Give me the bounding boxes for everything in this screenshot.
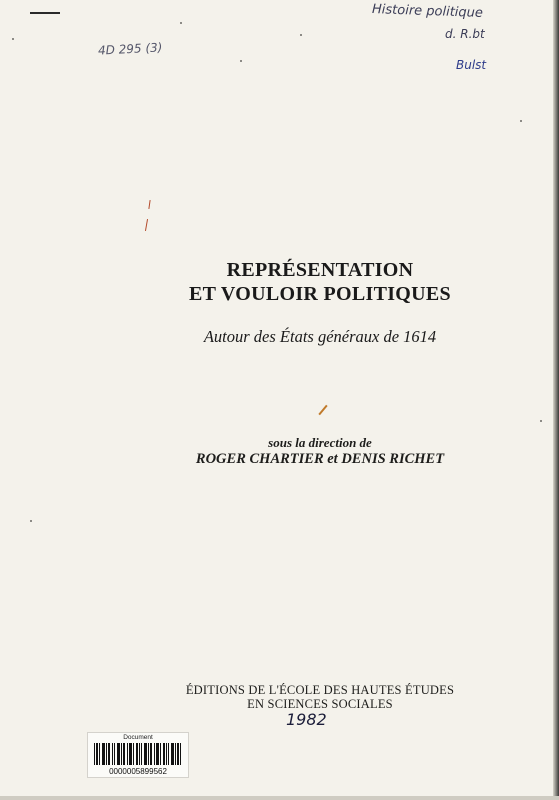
barcode-number: 0000005899562 [109, 767, 167, 776]
page-bottom-edge [0, 796, 559, 800]
paper-speck [540, 420, 542, 422]
title-line-2: ET VOULOIR POLITIQUES [189, 283, 451, 305]
subtitle: Autour des États généraux de 1614 [203, 327, 437, 346]
barcode-icon [94, 743, 182, 765]
paper-speck [30, 520, 32, 522]
authors: ROGER CHARTIER et DENIS RICHET [195, 451, 445, 467]
barcode-label [87, 732, 189, 778]
handwritten-note-third: Bulst [456, 58, 487, 72]
page-edge-shadow [553, 0, 559, 800]
paper-speck [12, 38, 14, 40]
publisher-line-1: ÉDITIONS DE L'ÉCOLE DES HAUTES ÉTUDES [185, 683, 455, 697]
handwritten-note-top: Histoire politique [371, 2, 484, 21]
pencil-tick-mark [148, 200, 150, 209]
paper-speck [520, 120, 522, 122]
top-dash-mark [30, 12, 60, 14]
handwritten-year: 1982 [286, 710, 327, 729]
direction-label: sous la direction de [268, 435, 372, 450]
pencil-mark [318, 405, 327, 415]
handwritten-shelfmark: 4D 295 (3) [97, 40, 163, 58]
title-line-1: REPRÉSENTATION [226, 259, 414, 281]
handwritten-note-second: d. R.bt [445, 27, 485, 41]
pencil-tick-mark [145, 219, 148, 231]
paper-speck [240, 60, 242, 62]
paper-speck [180, 22, 182, 24]
barcode-caption: Document [123, 734, 153, 741]
paper-speck [300, 34, 302, 36]
publisher-line-2: EN SCIENCES SOCIALES [247, 697, 393, 711]
